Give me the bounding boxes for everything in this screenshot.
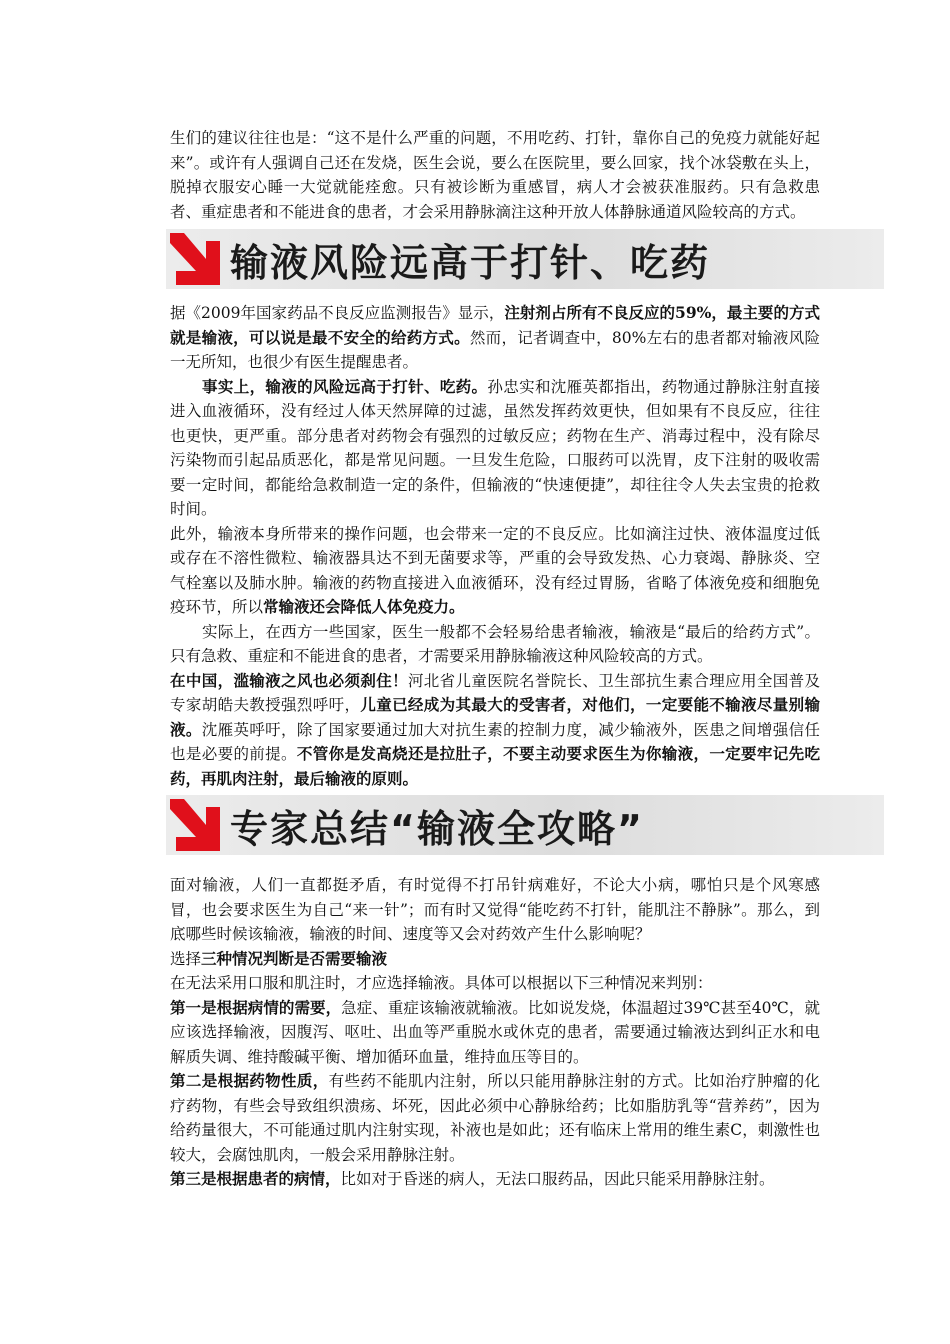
text-run: 然而，记者调查中，80%左右的患者都对输液风险一无所知，也很少有医生提醒患者。 (170, 328, 821, 371)
text-run: 实际上，在西方一些国家，医生一般都不会轻易给患者输液，输液是“最后的给药方式”。只有急救、重症和不能进食的患者，才需要采用静脉输液这种风险较高的方式。 (170, 622, 820, 665)
text-run: 面对输液，人们一直都挺矛盾，有时觉得不打吊针病难好，不论大小病，哪怕只是个风寒感冒，也会要求医生为自己“来一针”；而有时又觉得“能吃药不打针，能肌注不静脉”。那么，到底哪些时候该输液，输液的时间、速度等又会对药效产生什么影响呢？ (170, 876, 820, 943)
document-body (170, 126, 820, 1192)
bold-text-run: 儿童已经成为其最大的受害者，对他们，一定要能不输液尽量别输液。 (170, 695, 820, 739)
text-run: 生们的建议往往也是：“这不是什么严重的问题，不用吃药、打针，靠你自己的免疫力就能好起来”。或许有人强调自己还在发烧，医生会说，要么在医院里，要么回家，找个冰袋敷在头上，脱掉衣服安心睡一大觉就能痊愈。只有被诊断为重感冒，病人才会被获准服药。只有急救患者、重症患者和不能进食的患者，才会采用静脉滴注这种开放人体静脉通道风险较高的方式。 (170, 129, 820, 221)
bold-text-run: 在中国，滥输液之风也必须刹住！ (170, 670, 408, 690)
text-run: 比如对于昏迷的病人，无法口服药品，因此只能采用静脉注射。 (340, 1170, 775, 1188)
paragraph (170, 522, 820, 620)
bold-text-run: 注射剂占所有不良反应的59%，最主要的方式就是输液，可以说是最不安全的给药方式。 (170, 303, 820, 347)
red-arrow-icon (166, 229, 224, 289)
red-arrow-icon (166, 795, 224, 855)
bold-text-run: 第三是根据患者的病情， (170, 1169, 341, 1188)
paragraph (170, 126, 820, 224)
text-run: 在无法采用口服和肌注时，才应选择输液。具体可以根据以下三种情况来判别： (170, 974, 713, 992)
banner-title: 专家总结“输液全攻略” (230, 806, 644, 851)
text-run: 急症、重症该输液就输液。比如说发烧，体温超过39℃甚至40℃，就应该选择输液，因腹泻、呕吐、出血等严重脱水或休克的患者，需要通过输液达到纠正水和电解质失调、维持酸碱平衡、增加循环血量，维持血压等目的。 (170, 998, 820, 1066)
paragraph (170, 375, 820, 522)
paragraph (170, 1167, 820, 1192)
banner-title: 输液风险远高于打针、吃药 (230, 240, 711, 285)
text-run: 据《2009年国家药品不良反应监测报告》显示， (170, 304, 505, 322)
bold-text-run: 常输液还会降低人体免疫力。 (263, 597, 465, 616)
paragraph (170, 996, 820, 1070)
bold-text-run: 第一是根据病情的需要， (170, 997, 342, 1017)
text-run: 选择 (170, 949, 202, 968)
text-run: 沈雁英呼吁，除了国家要通过加大对抗生素的控制力度，减少输液外，医患之间增强信任也是必要的前提。 (170, 720, 820, 763)
bold-text-run: 三种情况判断是否需要输液 (201, 948, 388, 968)
bold-text-run: 事实上，输液的风险远高于打针、吃药。 (202, 376, 488, 396)
paragraph (170, 301, 820, 375)
paragraph (170, 873, 820, 947)
text-run: 此外，输液本身所带来的操作问题，也会带来一定的不良反应。比如滴注过快、液体温度过低或存在不溶性微粒、输液器具达不到无菌要求等，严重的会导致发热、心力衰竭、静脉炎、空气栓塞以及肺水肿。输液的药物直接进入血液循环，没有经过胃肠，省略了体液免疫和细胞免疫环节，所以 (170, 524, 820, 616)
paragraph (170, 971, 820, 996)
section-banner-1 (166, 229, 884, 289)
bold-text-run: 第二是根据药物性质， (170, 1071, 329, 1090)
text-run: 河北省儿童医院名誉院长、卫生部抗生素合理应用全国普及专家胡皓夫教授强烈呼吁， (170, 671, 820, 714)
paragraph (170, 947, 820, 972)
section-banner-2 (166, 795, 884, 855)
text-run: 有些药不能肌内注射，所以只能用静脉注射的方式。比如治疗肿瘤的化疗药物，有些会导致组织溃疡、坏死，因此必须中心静脉给药；比如脂肪乳等“营养药”，因为给药量很大，不可能通过肌内注射实现，补液也是如此；还有临床上常用的维生素C，刺激性也较大，会腐蚀肌肉，一般会采用静脉注射。 (170, 1072, 820, 1164)
text-run: 孙忠实和沈雁英都指出，药物通过静脉注射直接进入血液循环，没有经过人体天然屏障的过滤，虽然发挥药效更快，但如果有不良反应，往往也更快，更严重。部分患者对药物会有强烈的过敏反应；药物在生产、消毒过程中，没有除尽污染物而引起品质恶化，都是常见问题。一旦发生危险，口服药可以洗胃，皮下注射的吸收需要一定时间，都能给急救制造一定的条件，但输液的“快速便捷”，却往往令人失去宝贵的抢救时间。 (170, 377, 820, 518)
paragraph (170, 669, 820, 792)
paragraph (170, 1069, 820, 1167)
bold-text-run: 不管你是发高烧还是拉肚子，不要主动要求医生为你输液，一定要牢记先吃药，再肌肉注射，最后输液的原则。 (170, 744, 820, 788)
paragraph (170, 620, 820, 669)
